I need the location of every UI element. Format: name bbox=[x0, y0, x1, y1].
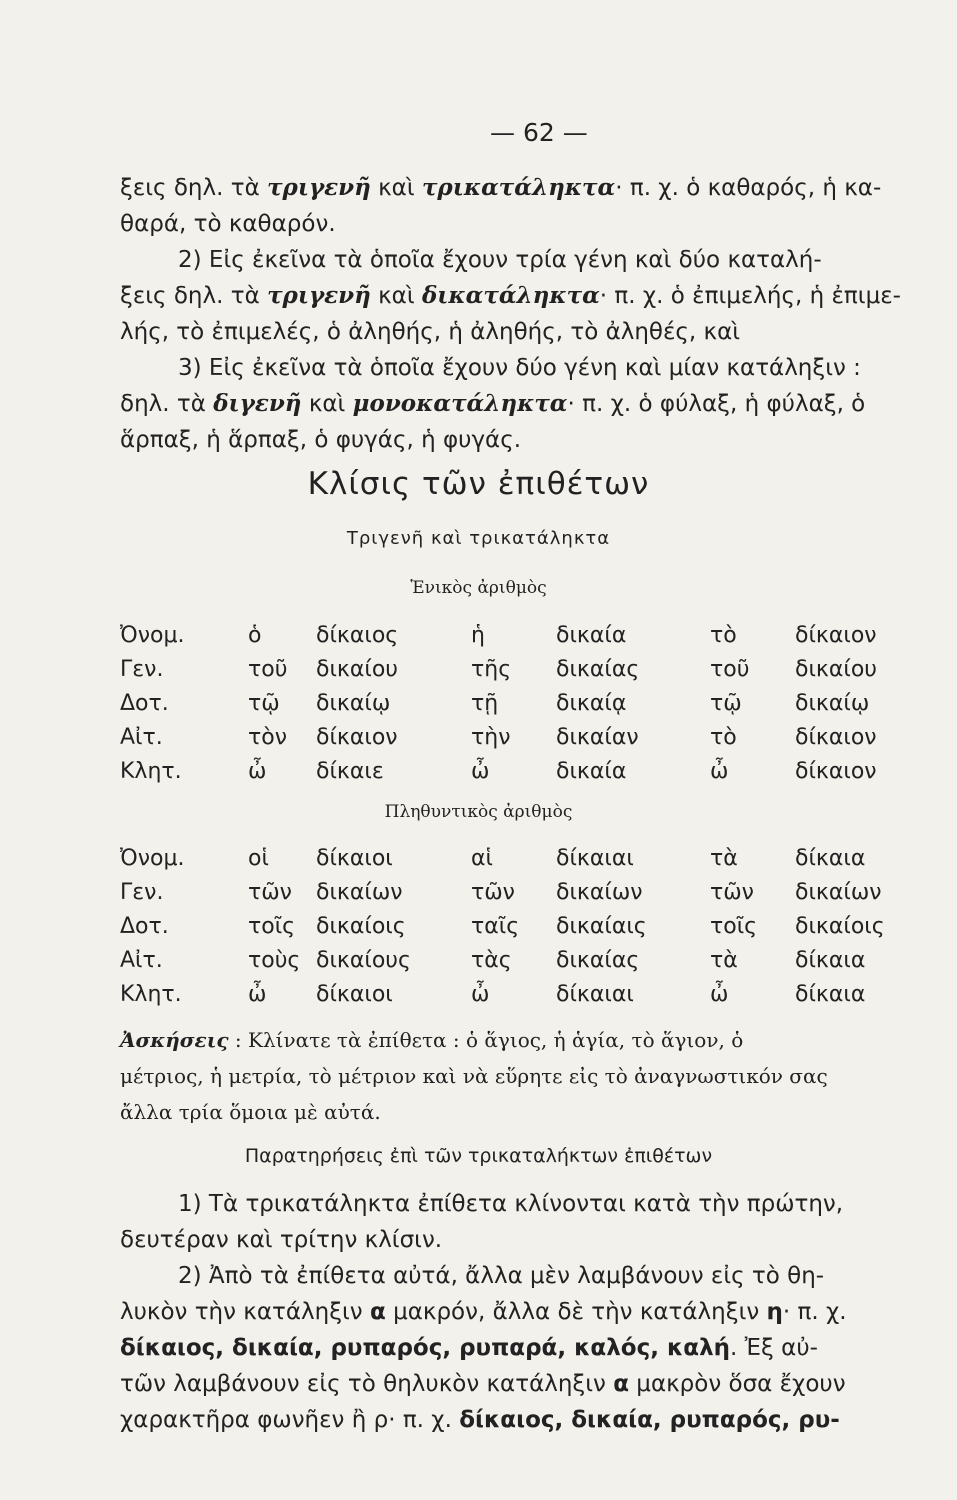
section-heading: Κλίσις τῶν ἐπιθέτων bbox=[307, 466, 650, 502]
plural-row bbox=[120, 842, 935, 876]
singular-cell: τὸν bbox=[248, 725, 287, 750]
singular-cell: δικαίῳ bbox=[795, 691, 870, 716]
plural-cell: δικαίων bbox=[556, 880, 643, 905]
page-number: — 62 — bbox=[490, 118, 588, 147]
singular-cell: δίκαιον bbox=[795, 623, 877, 648]
singular-cell: τῷ bbox=[248, 691, 280, 716]
singular-cell: τῆς bbox=[471, 657, 512, 682]
singular-cell: δίκαιον bbox=[316, 725, 398, 750]
singular-cell: δικαία bbox=[556, 759, 627, 784]
singular-cell: τῷ bbox=[710, 691, 742, 716]
plural-cell: δίκαιοι bbox=[316, 982, 393, 1007]
obs-line-4: λυκὸν τὴν κατάληξιν α μακρόν, ἄλλα δὲ τὴν κατάληξιν η· π. χ. bbox=[120, 1299, 847, 1325]
plural-row bbox=[120, 978, 935, 1012]
singular-row bbox=[120, 687, 935, 721]
intro-line-3: 2) Εἰς ἐκεῖνα τὰ ὁποῖα ἔχουν τρία γένη καὶ δύο καταλή- bbox=[178, 247, 822, 273]
singular-row bbox=[120, 619, 935, 653]
plural-cell: τοὺς bbox=[248, 948, 301, 973]
obs-line-7: χαρακτῆρα φωνῆεν ἢ ρ· π. χ. δίκαιος, δικαία, ρυπαρός, ρυ- bbox=[120, 1407, 840, 1433]
singular-cell: ὁ bbox=[248, 623, 262, 648]
singular-row bbox=[120, 721, 935, 755]
singular-label: Ἑνικὸς ἀριθμὸς bbox=[410, 578, 547, 598]
singular-cell: ὦ bbox=[471, 759, 490, 784]
plural-cell: τὰς bbox=[471, 948, 512, 973]
intro-line-7: δηλ. τὰ διγενῆ καὶ μονοκατάληκτα· π. χ. ὁ φύλαξ, ἡ φύλαξ, ὁ bbox=[120, 390, 866, 417]
exercise-line-2: μέτριος, ἡ μετρία, τὸ μέτριον καὶ νὰ εὕρητε εἰς τὸ ἀναγνωστικόν σας bbox=[120, 1064, 828, 1088]
plural-cell: δικαίαις bbox=[556, 914, 647, 939]
plural-cell: δίκαια bbox=[795, 948, 866, 973]
plural-cell: δικαίων bbox=[795, 880, 882, 905]
exercise-line-1: Ἀσκήσεις : Κλίνατε τὰ ἐπίθετα : ὁ ἅγιος, ἡ ἁγία, τὸ ἅγιον, ὁ bbox=[120, 1028, 744, 1052]
plural-cell: ὦ bbox=[710, 982, 729, 1007]
plural-cell: αἱ bbox=[471, 846, 493, 871]
plural-row bbox=[120, 910, 935, 944]
intro-line-4: ξεις δηλ. τὰ τριγενῆ καὶ δικατάληκτα· π. χ. ὁ ἐπιμελής, ἡ ἐπιμε- bbox=[120, 282, 901, 309]
plural-cell: δίκαιοι bbox=[316, 846, 393, 871]
singular-cell: δικαία bbox=[556, 623, 627, 648]
singular-cell: δικαίῳ bbox=[316, 691, 391, 716]
singular-row bbox=[120, 755, 935, 789]
observations-heading: Παρατηρήσεις ἐπὶ τῶν τρικαταλήκτων ἐπιθέτων bbox=[244, 1145, 713, 1167]
plural-cell: δίκαιαι bbox=[556, 982, 634, 1007]
plural-cell: τὰ bbox=[710, 948, 738, 973]
singular-cell: ὦ bbox=[710, 759, 729, 784]
singular-cell: τὴν bbox=[471, 725, 511, 750]
singular-cell: τοῦ bbox=[710, 657, 750, 682]
plural-cell: δικαίους bbox=[316, 948, 411, 973]
singular-cell: Κλητ. bbox=[120, 759, 182, 784]
plural-cell: δίκαιαι bbox=[556, 846, 634, 871]
plural-cell: οἱ bbox=[248, 846, 269, 871]
plural-cell: δίκαια bbox=[795, 846, 866, 871]
plural-row bbox=[120, 876, 935, 910]
singular-cell: δίκαιε bbox=[316, 759, 384, 784]
singular-cell: δικαίᾳ bbox=[556, 691, 627, 716]
plural-label: Πληθυντικὸς ἀριθμὸς bbox=[384, 802, 573, 822]
plural-cell: τῶν bbox=[471, 880, 515, 905]
exercise-line-3: ἄλλα τρία ὅμοια μὲ αὐτά. bbox=[120, 1100, 381, 1124]
obs-line-3: 2) Ἀπὸ τὰ ἐπίθετα αὐτά, ἄλλα μὲν λαμβάνουν εἰς τὸ θη- bbox=[178, 1263, 825, 1289]
plural-cell: Γεν. bbox=[120, 880, 164, 905]
plural-row bbox=[120, 944, 935, 978]
obs-line-1: 1) Τὰ τρικατάληκτα ἐπίθετα κλίνονται κατὰ τὴν πρώτην, bbox=[178, 1191, 844, 1217]
plural-cell: τοῖς bbox=[710, 914, 758, 939]
singular-cell: Γεν. bbox=[120, 657, 164, 682]
plural-cell: τῶν bbox=[710, 880, 754, 905]
singular-cell: δικαίου bbox=[316, 657, 399, 682]
plural-cell: δικαίων bbox=[316, 880, 403, 905]
plural-cell: τὰ bbox=[710, 846, 738, 871]
singular-table bbox=[120, 619, 935, 789]
obs-line-5: δίκαιος, δικαία, ρυπαρός, ρυπαρά, καλός, καλή. Ἐξ αὐ- bbox=[120, 1335, 818, 1361]
intro-line-6: 3) Εἰς ἐκεῖνα τὰ ὁποῖα ἔχουν δύο γένη καὶ μίαν κατάληξιν : bbox=[178, 355, 861, 381]
singular-cell: τὸ bbox=[710, 725, 737, 750]
plural-cell: Ὀνομ. bbox=[120, 846, 185, 871]
obs-line-2: δευτέραν καὶ τρίτην κλίσιν. bbox=[120, 1227, 443, 1253]
plural-cell: δικαίοις bbox=[795, 914, 885, 939]
singular-cell: δίκαιος bbox=[316, 623, 399, 648]
singular-cell: ἡ bbox=[471, 623, 485, 648]
singular-cell: δίκαιον bbox=[795, 759, 877, 784]
plural-cell: τοῖς bbox=[248, 914, 296, 939]
intro-line-8: ἅρπαξ, ἡ ἅρπαξ, ὁ φυγάς, ἡ φυγάς. bbox=[120, 427, 522, 453]
plural-cell: Δοτ. bbox=[120, 914, 169, 939]
plural-cell: δικαίοις bbox=[316, 914, 406, 939]
plural-cell: Κλητ. bbox=[120, 982, 182, 1007]
singular-cell: τὸ bbox=[710, 623, 737, 648]
singular-cell: τῇ bbox=[471, 691, 499, 716]
singular-cell: ὦ bbox=[248, 759, 267, 784]
singular-cell: δικαίας bbox=[556, 657, 640, 682]
section-subheading: Τριγενῆ καὶ τρικατάληκτα bbox=[346, 528, 611, 549]
singular-row bbox=[120, 653, 935, 687]
exercise-paragraph bbox=[120, 1022, 920, 1130]
plural-cell: ὦ bbox=[471, 982, 490, 1007]
singular-cell: δικαίου bbox=[795, 657, 878, 682]
singular-cell: δίκαιον bbox=[795, 725, 877, 750]
plural-cell: ταῖς bbox=[471, 914, 520, 939]
singular-cell: Δοτ. bbox=[120, 691, 169, 716]
plural-cell: δίκαια bbox=[795, 982, 866, 1007]
intro-line-2: θαρά, τὸ καθαρόν. bbox=[120, 211, 336, 237]
singular-cell: Αἰτ. bbox=[120, 725, 163, 750]
plural-cell: Αἰτ. bbox=[120, 948, 163, 973]
plural-cell: ὦ bbox=[248, 982, 267, 1007]
plural-cell: δικαίας bbox=[556, 948, 640, 973]
exercise-label: Ἀσκήσεις bbox=[120, 1028, 229, 1052]
plural-table bbox=[120, 842, 935, 1012]
singular-cell: δικαίαν bbox=[556, 725, 639, 750]
plural-cell: τῶν bbox=[248, 880, 292, 905]
obs-line-6: τῶν λαμβάνουν εἰς τὸ θηλυκὸν κατάληξιν α μακρὸν ὅσα ἔχουν bbox=[120, 1371, 846, 1397]
singular-cell: Ὀνομ. bbox=[120, 623, 185, 648]
intro-line-1: ξεις δηλ. τὰ τριγενῆ καὶ τρικατάληκτα· π. χ. ὁ καθαρός, ἡ κα- bbox=[120, 174, 882, 201]
intro-line-5: λής, τὸ ἐπιμελές, ὁ ἀληθής, ἡ ἀληθής, τὸ ἀληθές, καὶ bbox=[120, 319, 741, 345]
singular-cell: τοῦ bbox=[248, 657, 288, 682]
